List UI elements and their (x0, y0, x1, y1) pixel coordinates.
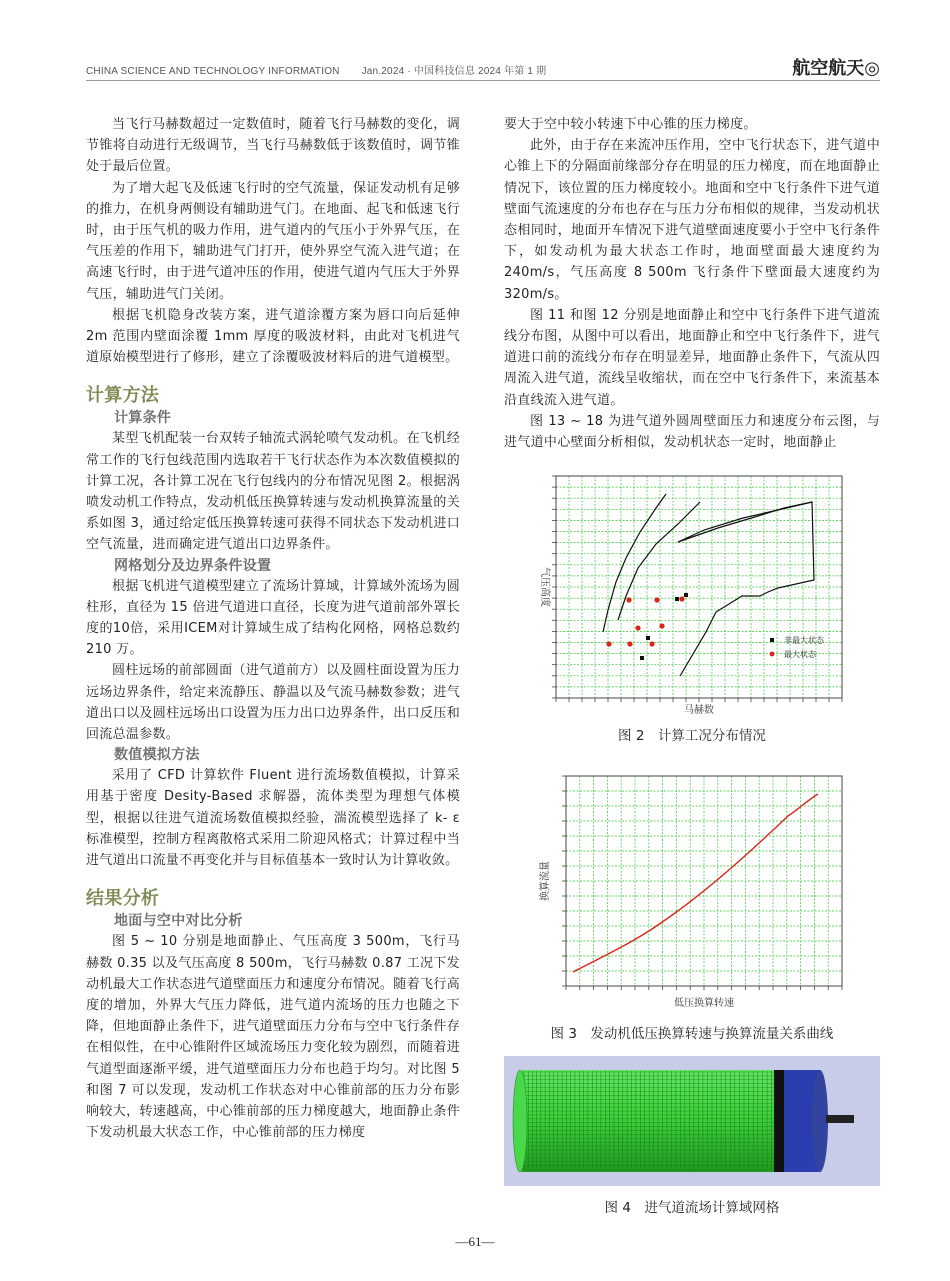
paragraph: 图 5 ~ 10 分别是地面静止、气压高度 3 500m，飞行马赫数 0.35 以及气压高度 8 500m，飞行马赫数 0.87 工况下发动机最大工作状态进气道壁面压力和速度分布情况。随着飞行高度的增加，外界大气压力降低，进气道内流场的压力也随之下降，但地面静止条件下，进气道壁面压力分布与空中飞行条件存在相似性，在中心锥附件区域流场压力变化较为剧烈，而随着进气道型面逐渐平缓，进气道壁面压力分布也趋于均匀。对比图 5 和图 7 可以发现，发动机工作状态对中心锥前部的压力分布影响较大，转速越高，中心锥前部的压力梯度越大，地面静止条件下发动机最大状态工作，中心锥前部的压力梯度 (86, 934, 460, 1141)
max-state-point (654, 597, 659, 602)
subheading-mesh: 网格划分及边界条件设置 (114, 557, 272, 574)
paragraph: 根据飞机隐身改装方案，进气道涂覆方案为唇口向后延伸 2m 范围内壁面涂覆 1mm 厚度的吸波材料，由此对飞机进气道原始模型进行了修形，建立了涂覆吸波材料后的进气道模型。 (86, 307, 460, 366)
non-max-state-point (640, 656, 644, 660)
inlet-duct-stub (826, 1115, 854, 1123)
max-state-point (606, 641, 611, 646)
non-max-state-point (675, 597, 679, 601)
paragraph: 采用了 CFD 计算软件 Fluent 进行流场数值模拟，计算采用基于密度 Desity-Based 求解器，流体类型为理想气体模型，根据以往进气道流场数值模拟经验，湍流模型选择了 k- ε 标准模型，控制方程离散格式采用二阶迎风格式；计算过程中当进气道出口流量不再变化并与目标值基本一致时认为计算收敛。 (86, 768, 460, 869)
section-heading-results: 结果分析 (86, 888, 160, 910)
journal-header (86, 62, 546, 77)
max-state-point (679, 596, 684, 601)
figure-2-caption: 图 2 计算工况分布情况 (618, 728, 766, 744)
subheading-ground-vs-air: 地面与空中对比分析 (114, 913, 243, 930)
non-max-state-point (684, 593, 688, 597)
figure-2-grid (556, 476, 842, 698)
figure-2-xlabel: 马赫数 (684, 705, 714, 716)
right-column (504, 114, 880, 453)
paragraph: 此外，由于存在来流冲压作用，空中飞行状态下，进气道中心锥上下的分隔面前缘部分存在明显的压力梯度，而在地面静止情况下，该位置的压力梯度较小。地面和空中飞行条件下进气道壁面气流速度的分布也存在与压力分布相似的规律，当发动机状态相同时，地面开车情况下进气道壁面速度要小于空中飞行条件下，如发动机为最大状态工作时，地面壁面最大速度约为 240m/s，气压高度 8 500m 飞行条件下壁面最大速度约为 320m/s。 (504, 138, 880, 302)
figure-2-ylabel: 气压高度 (539, 567, 550, 607)
paragraph: 圆柱远场的前部圆面（进气道前方）以及圆柱面设置为压力远场边界条件，给定来流静压、静温以及气流马赫数参数；进气道出口以及圆柱远场出口设置为压力出口边界条件，出口反压和回流总温参数。 (86, 663, 460, 743)
figure-3-ylabel: 换算流量 (540, 861, 551, 901)
paragraph: 某型飞机配装一台双转子轴流式涡轮喷气发动机。在飞机经常工作的飞行包线范围内选取若干飞行状态作为本次数值模拟的计算工况，各计算工况在飞行包线内的分布情况见图 2。根据涡喷发动机工作特点，发动机低压换算转速与发动机换算流量的关系如图 3，通过给定低压换算转速可获得不同状态下发动机进口空气流量，进而确定进气道出口边界条件。 (86, 431, 460, 553)
figure-3-flow-curve (528, 770, 848, 1014)
figure-3-xlabel: 低压换算转速 (674, 998, 734, 1009)
journal-english-name: CHINA SCIENCE AND TECHNOLOGY INFORMATION (86, 66, 340, 77)
figure-3-caption: 图 3 发动机低压换算转速与换算流量关系曲线 (550, 1026, 834, 1042)
envelope-top-line (678, 502, 812, 542)
figure-3-ticks (562, 776, 842, 990)
paragraph: 为了增大起飞及低速飞行时的空气流量，保证发动机有足够的推力，在机身两侧设有辅助进气门。在地面、起飞和低速飞行时，由于压气机的吸力作用，进气道内的气压小于外界气压，在气压差的作用下，辅助进气门打开，使外界空气流入进气道；在高速飞行时，由于进气道冲压的作用，使进气道内气压大于外界气压，辅助进气门关闭。 (86, 180, 460, 302)
paragraph: 图 11 和图 12 分别是地面静止和空中飞行条件下进气道流线分布图，从图中可以看出，地面静止和空中飞行条件下，进气道进口前的流线分布存在明显差异，地面静止条件下，气流从四周流入进气道，流线呈收缩状，而在空中飞行条件下，来流基本沿直线流入进气道。 (504, 307, 880, 408)
figure-4-mesh-render (504, 1056, 880, 1186)
figure-2-flight-envelope (528, 470, 848, 718)
max-state-point (626, 597, 631, 602)
section-title: 航空航天◎ (792, 58, 880, 79)
figure-4-caption: 图 4 进气道流场计算域网格 (604, 1200, 780, 1216)
legend-nonmax-label: 非最大状态 (784, 636, 824, 645)
cylinder-front-face (513, 1070, 527, 1172)
subheading-conditions: 计算条件 (114, 410, 172, 427)
left-column (86, 114, 460, 1143)
cylinder-outlet-face (812, 1070, 828, 1172)
journal-issue: Jan.2024 · 中国科技信息 2024 年第 1 期 (361, 66, 547, 77)
legend-max-marker (770, 652, 775, 657)
figure-2-ticks (552, 476, 842, 702)
envelope-left-boundary (603, 494, 666, 632)
non-max-state-point (646, 636, 650, 640)
paragraph: 根据飞机进气道模型建立了流场计算域，计算域外流场为圆柱形，直径为 15 倍进气道进口直径，长度为进气道前部外罩长度的10倍，采用ICEM对计算域生成了结构化网格，网格总数约 210 万。 (86, 578, 460, 658)
max-state-point (659, 623, 664, 628)
paragraph: 图 13 ~ 18 为进气道外圆周壁面压力和速度分布云图，与进气道中心壁面分析相似，发动机状态一定时，地面静止 (504, 413, 880, 451)
page-number: —61— (455, 1234, 495, 1249)
header-rule (86, 80, 880, 81)
legend-max-label: 最大状态 (784, 650, 816, 659)
legend-nonmax-marker (770, 638, 774, 642)
max-state-point (635, 625, 640, 630)
subheading-simulation: 数值模拟方法 (114, 747, 200, 764)
figure-2-legend (770, 635, 825, 659)
paragraph: 要大于空中较小转速下中心锥的压力梯度。 (504, 117, 757, 132)
section-heading-methods: 计算方法 (86, 385, 160, 407)
mesh-dense-band (774, 1070, 784, 1172)
max-state-point (627, 641, 632, 646)
envelope-inner-boundary (618, 502, 700, 620)
max-state-point (649, 641, 654, 646)
paragraph: 当飞行马赫数超过一定数值时，随着飞行马赫数的变化，调节锥将自动进行无级调节，当飞行马赫数低于该数值时，调节锥处于最后位置。 (86, 117, 460, 175)
